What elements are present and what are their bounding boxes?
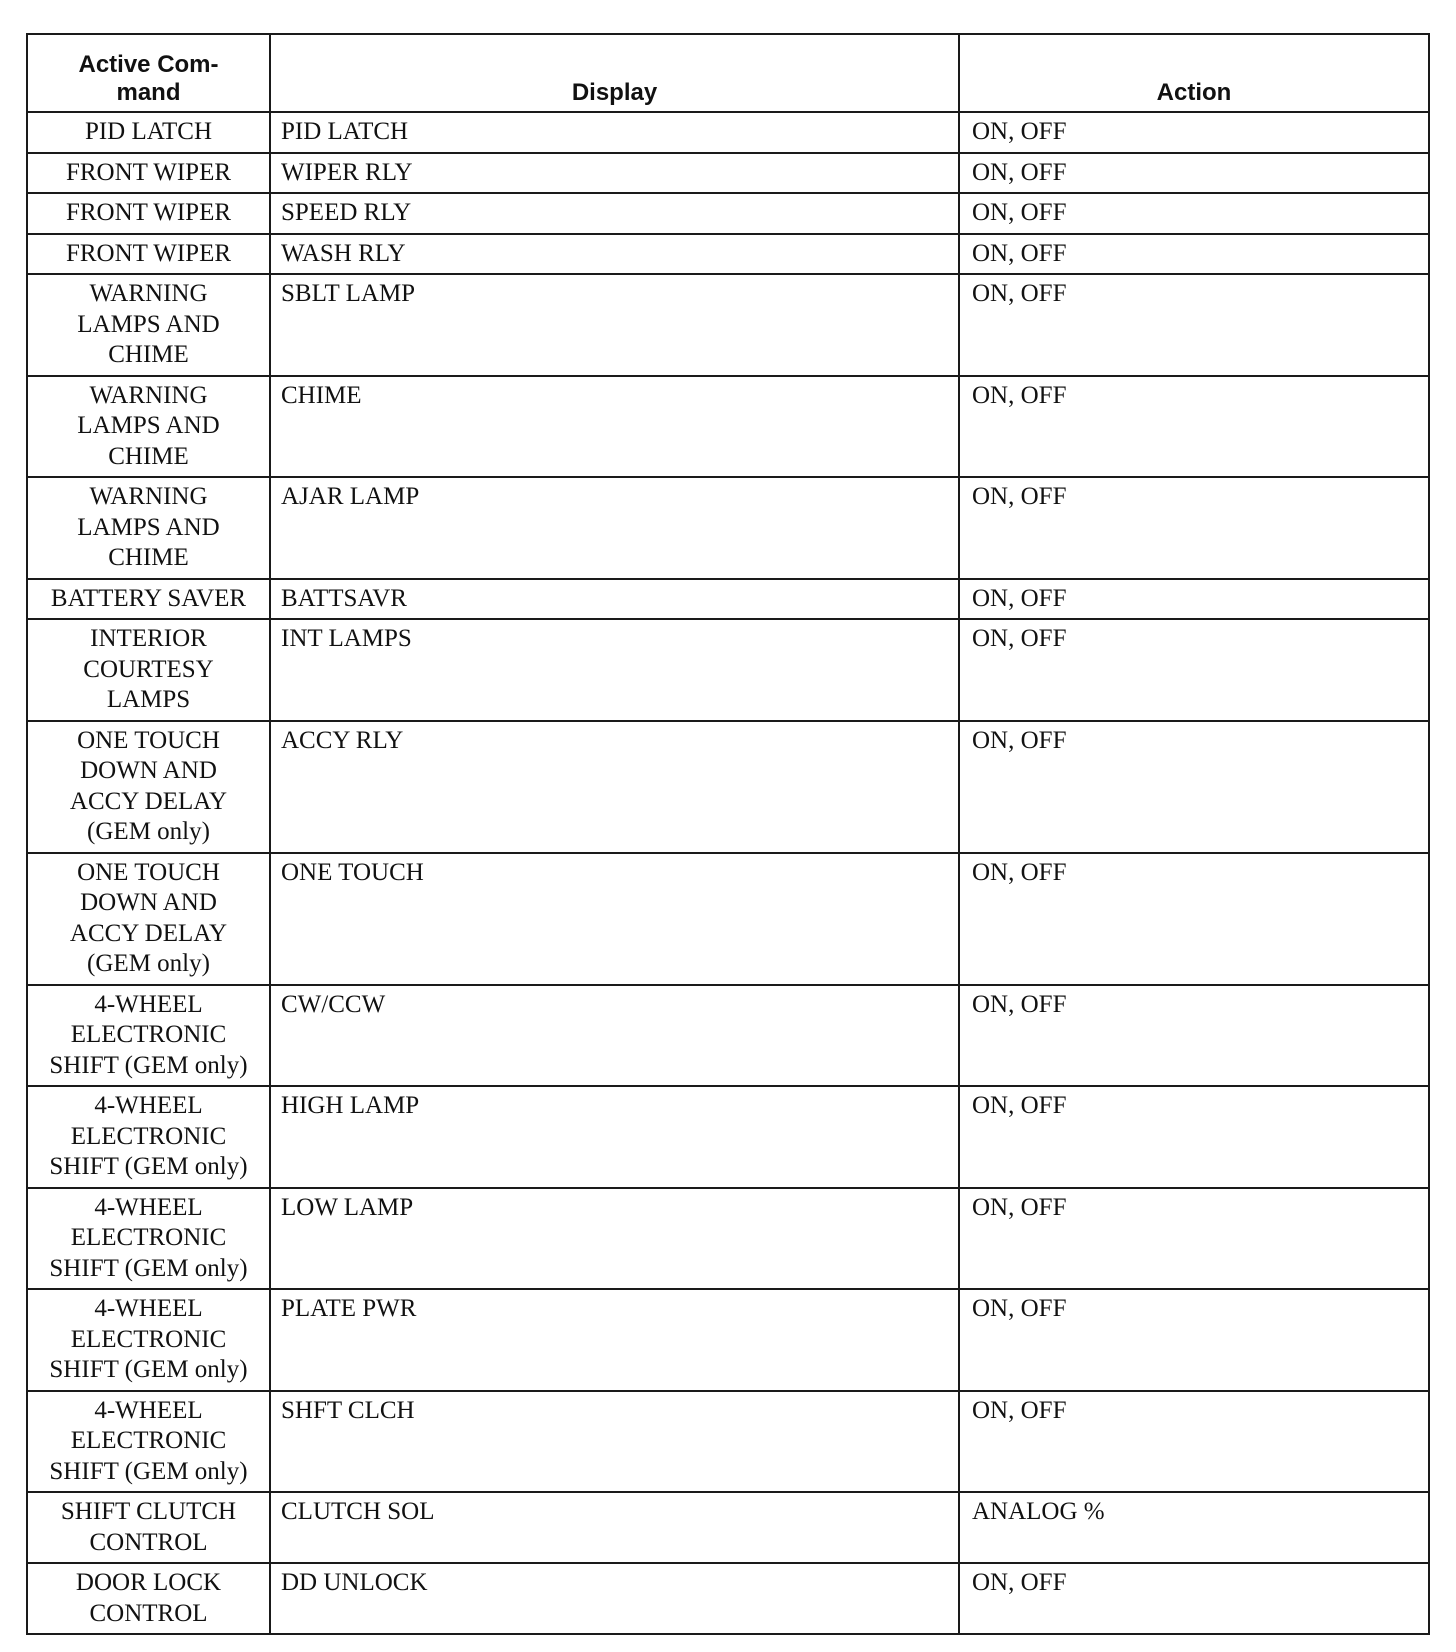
cell-display: WIPER RLY [270, 153, 959, 194]
table-row [27, 193, 1429, 234]
cell-display: CLUTCH SOL [270, 1492, 959, 1563]
cell-display: SBLT LAMP [270, 274, 959, 376]
cell-action: ANALOG % [959, 1492, 1429, 1563]
table-header-row [27, 34, 1429, 112]
cell-active-command: DOOR LOCK CONTROL [27, 1563, 270, 1634]
header-display: Display [270, 34, 959, 112]
table-body [27, 112, 1429, 1634]
table-row [27, 477, 1429, 579]
table-row [27, 1492, 1429, 1563]
table-row [27, 619, 1429, 721]
cell-active-command: WARNING LAMPS AND CHIME [27, 477, 270, 579]
active-command-table [26, 33, 1430, 1635]
table-row [27, 853, 1429, 985]
cell-action: ON, OFF [959, 1563, 1429, 1634]
cell-action: ON, OFF [959, 1188, 1429, 1290]
cell-action: ON, OFF [959, 721, 1429, 853]
cell-action: ON, OFF [959, 477, 1429, 579]
table-row [27, 153, 1429, 194]
cell-active-command: PID LATCH [27, 112, 270, 153]
cell-display: AJAR LAMP [270, 477, 959, 579]
cell-display: HIGH LAMP [270, 1086, 959, 1188]
table-row [27, 579, 1429, 620]
cell-display: ACCY RLY [270, 721, 959, 853]
cell-display: BATTSAVR [270, 579, 959, 620]
cell-display: WASH RLY [270, 234, 959, 275]
cell-active-command: BATTERY SAVER [27, 579, 270, 620]
cell-display: DD UNLOCK [270, 1563, 959, 1634]
cell-active-command: 4-WHEEL ELECTRONIC SHIFT (GEM only) [27, 1188, 270, 1290]
header-action: Action [959, 34, 1429, 112]
header-active-command: Active Com- mand [27, 34, 270, 112]
cell-active-command: INTERIOR COURTESY LAMPS [27, 619, 270, 721]
cell-action: ON, OFF [959, 619, 1429, 721]
cell-action: ON, OFF [959, 853, 1429, 985]
cell-display: PLATE PWR [270, 1289, 959, 1391]
table-row [27, 1289, 1429, 1391]
cell-active-command: 4-WHEEL ELECTRONIC SHIFT (GEM only) [27, 1391, 270, 1493]
cell-action: ON, OFF [959, 1289, 1429, 1391]
cell-active-command: FRONT WIPER [27, 193, 270, 234]
table-row [27, 112, 1429, 153]
cell-active-command: FRONT WIPER [27, 234, 270, 275]
cell-action: ON, OFF [959, 234, 1429, 275]
cell-display: ONE TOUCH [270, 853, 959, 985]
cell-action: ON, OFF [959, 112, 1429, 153]
table-row [27, 1391, 1429, 1493]
cell-active-command: WARNING LAMPS AND CHIME [27, 274, 270, 376]
cell-display: PID LATCH [270, 112, 959, 153]
cell-active-command: 4-WHEEL ELECTRONIC SHIFT (GEM only) [27, 1086, 270, 1188]
cell-active-command: ONE TOUCH DOWN AND ACCY DELAY (GEM only) [27, 853, 270, 985]
cell-action: ON, OFF [959, 1086, 1429, 1188]
table-row [27, 1188, 1429, 1290]
cell-display: CHIME [270, 376, 959, 478]
cell-display: CW/CCW [270, 985, 959, 1087]
table-row [27, 985, 1429, 1087]
cell-action: ON, OFF [959, 274, 1429, 376]
cell-display: LOW LAMP [270, 1188, 959, 1290]
table-row [27, 1563, 1429, 1634]
cell-action: ON, OFF [959, 193, 1429, 234]
cell-display: SHFT CLCH [270, 1391, 959, 1493]
cell-active-command: ONE TOUCH DOWN AND ACCY DELAY (GEM only) [27, 721, 270, 853]
cell-display: INT LAMPS [270, 619, 959, 721]
cell-active-command: WARNING LAMPS AND CHIME [27, 376, 270, 478]
cell-action: ON, OFF [959, 985, 1429, 1087]
cell-action: ON, OFF [959, 1391, 1429, 1493]
cell-action: ON, OFF [959, 579, 1429, 620]
table-row [27, 274, 1429, 376]
table-row [27, 376, 1429, 478]
cell-active-command: 4-WHEEL ELECTRONIC SHIFT (GEM only) [27, 1289, 270, 1391]
cell-display: SPEED RLY [270, 193, 959, 234]
cell-action: ON, OFF [959, 153, 1429, 194]
table-row [27, 721, 1429, 853]
cell-active-command: FRONT WIPER [27, 153, 270, 194]
cell-action: ON, OFF [959, 376, 1429, 478]
table-row [27, 1086, 1429, 1188]
cell-active-command: 4-WHEEL ELECTRONIC SHIFT (GEM only) [27, 985, 270, 1087]
cell-active-command: SHIFT CLUTCH CONTROL [27, 1492, 270, 1563]
table-row [27, 234, 1429, 275]
